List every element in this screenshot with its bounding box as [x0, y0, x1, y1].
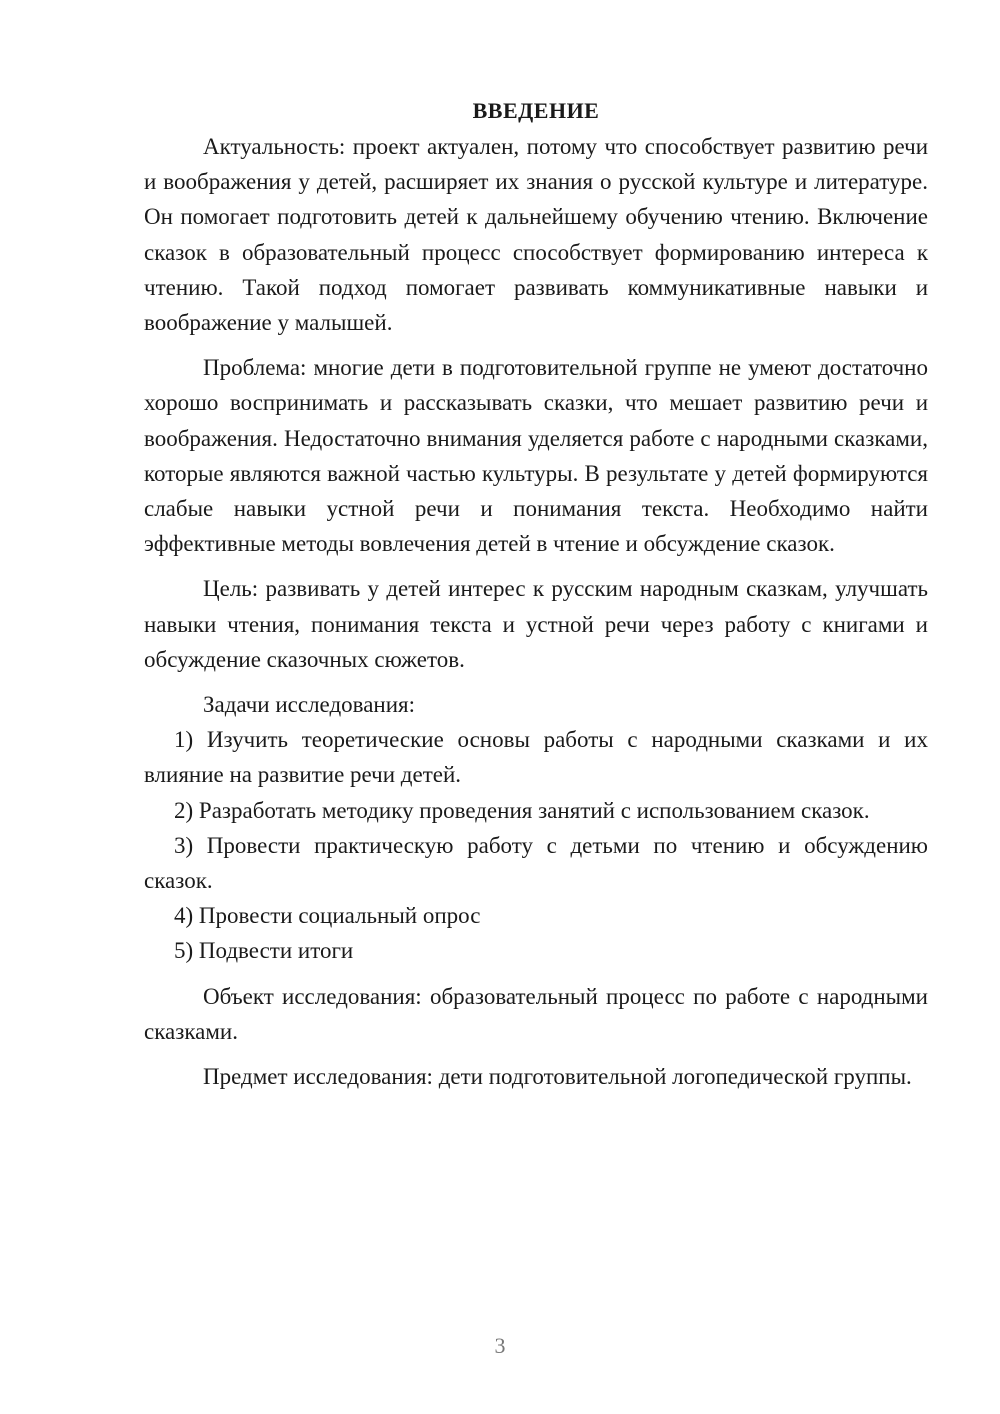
problem-paragraph: Проблема: многие дети в подготовительной группе не умеют достаточно хорошо воспринимать и рассказывать сказки, что мешает развитию речи и воображения. Недостаточно внимания уделяется работе с народными сказками, которые являются важной частью культуры. В результате у детей формируются слабые навыки устной речи и понимания текста. Необходимо найти эффективные методы вовлечения детей в чтение и обсуждение сказок.: [144, 355, 928, 557]
page-title: ВВЕДЕНИЕ: [472, 98, 600, 123]
tasks-heading: Задачи исследования:: [203, 692, 416, 718]
task-item: 2) Разработать методику проведения занятий с использованием сказок.: [174, 797, 870, 823]
task-item: 4) Провести социальный опрос: [174, 903, 481, 929]
page-content: [144, 93, 928, 1094]
task-item: 3) Провести практическую работу с детьми по чтению и обсуждению сказок.: [144, 832, 928, 894]
task-item: 5) Подвести итоги: [174, 938, 354, 964]
subject-paragraph: Предмет исследования: дети подготовительной логопедической группы.: [203, 1064, 912, 1090]
goal-paragraph: Цель: развивать у детей интерес к русским народным сказкам, улучшать навыки чтения, понимания текста и устной речи через работу с книгами и обсуждение сказочных сюжетов.: [144, 576, 928, 672]
page-number: 3: [494, 1333, 506, 1358]
relevance-paragraph: Актуальность: проект актуален, потому что способствует развитию речи и воображения у детей, расширяет их знания о русской культуре и литературе. Он помогает подготовить детей к дальнейшему обучению чтению. Включение сказок в образовательный процесс способствует формированию интереса к чтению. Такой подход помогает развивать коммуникативные навыки и воображение у малышей.: [144, 134, 928, 336]
task-item: 1) Изучить теоретические основы работы с народными сказками и их влияние на развитие речи детей.: [144, 727, 928, 788]
object-paragraph: Объект исследования: образовательный процесс по работе с народными сказками.: [144, 983, 928, 1044]
